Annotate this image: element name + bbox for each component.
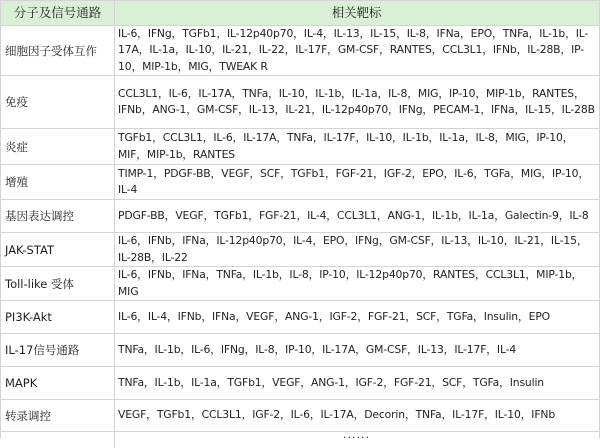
pathway-cell: 细胞因子受体互作 — [1, 26, 115, 75]
pathway-cell: IL-17信号通路 — [1, 334, 115, 366]
table-row — [1, 200, 599, 233]
targets-cell: TGFb1，CCL3L1，IL-6，IL-17A，TNFa，IL-17F，IL-10，IL-1b，IL-1a，IL-8，MIG，IP-10，MIF，MIP-1b，RANTES — [118, 131, 574, 161]
table-row — [1, 76, 599, 129]
table-row — [1, 165, 599, 200]
pathway-cell: JAK-STAT — [1, 233, 115, 266]
targets-cell: PDGF-BB，VEGF，TGFb1，FGF-21，IL-4，CCL3L1，ANG-1，IL-1b，IL-1a，Galectin-9，IL-8 — [118, 208, 589, 222]
targets-cell: IL-6，IFNg，TGFb1，IL-12p40p70，IL-4，IL-13，IL-15，IL-8，IFNa，EPO，TNFa，IL-1b，IL-17A，IL-1a，IL-10，IL-21，IL-22，IL-17F，GM-CSF，RANTES，CCL3L1，IFNb，IL-28B，IP-10，MIP-1b，MIG，TWEAK R — [118, 26, 589, 73]
pathway-cell: 免疫 — [1, 76, 115, 128]
table-row — [1, 267, 599, 301]
targets-cell: TNFa，IL-1b，IL-6，IFNg，IL-8，IP-10，IL-17A，GM-CSF，IL-13，IL-17F，IL-4 — [118, 342, 517, 356]
targets-cell: VEGF，TGFb1，CCL3L1，IGF-2，IL-6，IL-17A，Decorin，TNFa，IL-17F，IL-10，IFNb — [118, 408, 556, 422]
header-pathway: 分子及信号通路 — [1, 1, 115, 25]
pathway-cell-empty — [1, 432, 115, 448]
targets-cell: IL-6，IL-4，IFNb，IFNa，VEGF，ANG-1，IGF-2，FGF-21，SCF，TGFa，Insulin，EPO — [118, 309, 551, 323]
header-targets: 相关靶标 — [331, 4, 382, 20]
targets-cell: IL-6，IFNb，IFNa，IL-12p40p70，IL-4，EPO，IFNg，GM-CSF，IL-13，IL-10，IL-21，IL-15，IL-28B，IL-22 — [118, 234, 588, 264]
targets-cell: CCL3L1，IL-6，IL-17A，TNFa，IL-10，IL-1b，IL-1a，IL-8，MIG，IP-10，MIP-1b，RANTES，IFNb，ANG-1，GM-CSF，IL-13，IL-21，IL-12p40p70，IFNg，PECAM-1，IFNa，IL-15，IL-28B — [118, 86, 595, 116]
table-row-continuation — [1, 432, 599, 448]
targets-cell: TIMP-1，PDGF-BB，VEGF，SCF，TGFb1，FGF-21，IGF-2，EPO，IL-6，TGFa，MIG，IP-10，IL-4 — [118, 166, 589, 196]
pathway-cell: Toll-like 受体 — [1, 267, 115, 300]
table-row — [1, 129, 599, 165]
table-row — [1, 334, 599, 367]
ellipsis-text: ······ — [343, 431, 370, 444]
pathway-cell: MAPK — [1, 367, 115, 399]
targets-cell: TNFa，IL-1b，IL-1a，TGFb1，VEGF，ANG-1，IGF-2，FGF-21，SCF，TGFa，Insulin — [118, 375, 545, 389]
table-row — [1, 367, 599, 400]
pathway-cell: 增殖 — [1, 165, 115, 199]
table-header-row — [1, 0, 599, 26]
pathway-cell: 基因表达调控 — [1, 200, 115, 232]
pathway-cell: PI3K-Akt — [1, 301, 115, 333]
table-row — [1, 26, 599, 76]
table-row — [1, 400, 599, 432]
pathway-cell: 转录调控 — [1, 400, 115, 431]
targets-cell: IL-6，IFNb，IFNa，TNFa，IL-1b，IL-8，IP-10，IL-12p40p70，RANTES，CCL3L1，MIP-1b，MIG — [118, 268, 583, 298]
table-row — [1, 233, 599, 267]
table-row — [1, 301, 599, 334]
pathway-cell: 炎症 — [1, 129, 115, 164]
